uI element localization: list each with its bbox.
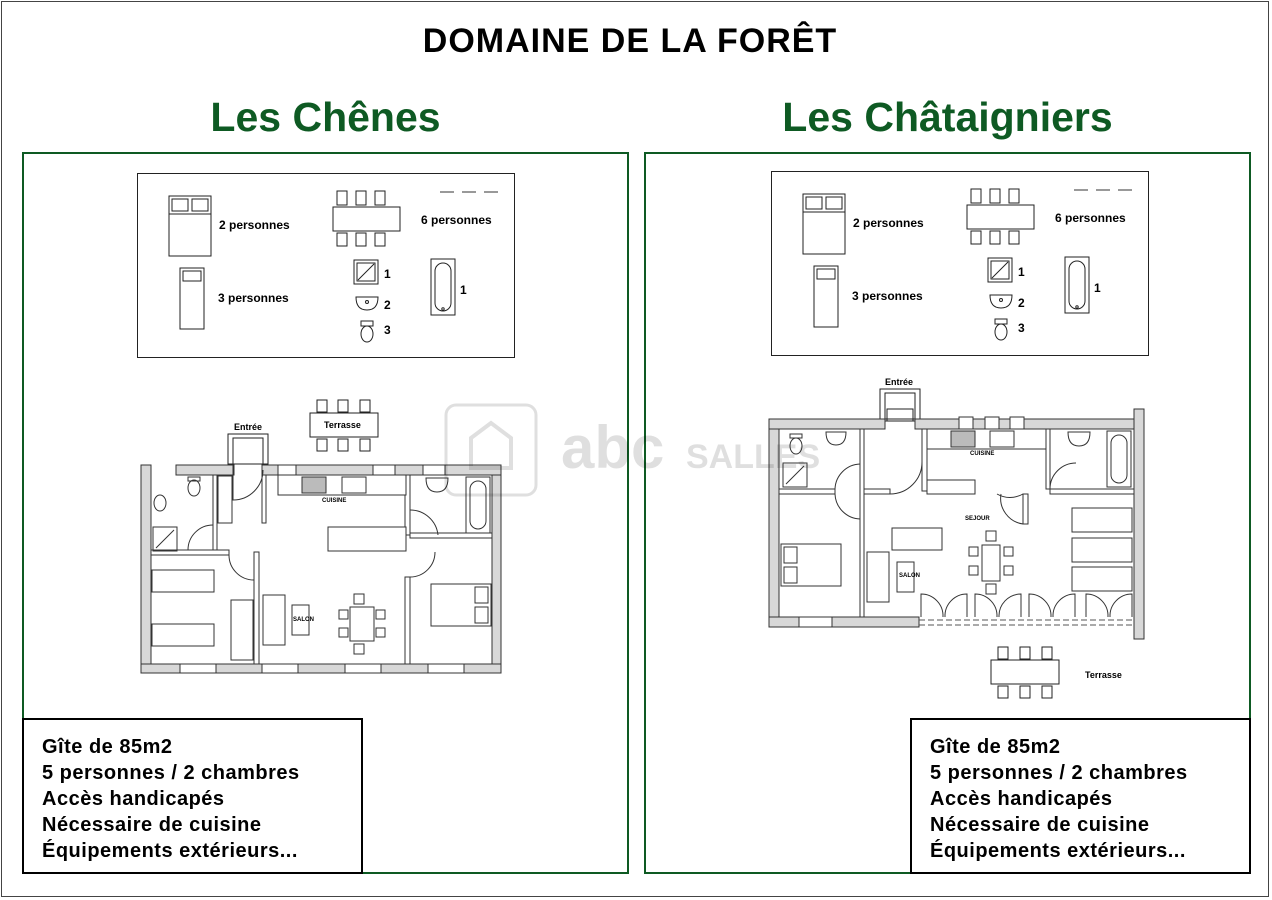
info-box-les-chataigniers bbox=[910, 718, 1251, 874]
living-room-furniture bbox=[867, 528, 1013, 602]
watermark bbox=[446, 403, 866, 498]
terrace-table-icon bbox=[991, 647, 1059, 698]
terrace-glass-line bbox=[919, 620, 1134, 625]
double-bed-icon bbox=[781, 544, 841, 586]
info-kitchen: Nécessaire de cuisine bbox=[42, 814, 262, 836]
legend-bath-count: 1 bbox=[1094, 281, 1101, 295]
info-kitchen: Nécessaire de cuisine bbox=[930, 814, 1150, 836]
label-kitchen: CUISINE bbox=[322, 498, 347, 504]
info-outdoor: Équipements extérieurs... bbox=[930, 840, 1186, 862]
legend-shower-count: 1 bbox=[384, 267, 391, 281]
label-terrace: Terrasse bbox=[324, 420, 361, 430]
label-entrance: Entrée bbox=[885, 377, 914, 387]
legend-table-label: 6 personnes bbox=[421, 213, 492, 227]
label-terrace: Terrasse bbox=[1085, 670, 1122, 680]
watermark-suffix: SALLES bbox=[686, 438, 821, 476]
legend-sink-count: 2 bbox=[384, 298, 391, 312]
legend-shower-count: 1 bbox=[1018, 265, 1025, 279]
house-title-les-chataigniers: Les Châtaigniers bbox=[782, 94, 1113, 140]
sink-icon bbox=[1068, 432, 1090, 446]
info-surface: Gîte de 85m2 bbox=[42, 736, 173, 758]
label-living-room: SALON bbox=[899, 573, 920, 579]
info-capacity: 5 personnes / 2 chambres bbox=[930, 762, 1188, 784]
label-kitchen: CUISINE bbox=[970, 451, 995, 457]
info-outdoor: Équipements extérieurs... bbox=[42, 840, 298, 862]
label-entrance: Entrée bbox=[234, 422, 263, 432]
legend-double-bed-label: 2 personnes bbox=[853, 216, 924, 230]
info-accessibility: Accès handicapés bbox=[930, 788, 1113, 810]
french-doors bbox=[921, 594, 1132, 617]
watermark-brand: abc bbox=[561, 414, 665, 481]
label-stay: SEJOUR bbox=[965, 516, 990, 522]
info-surface: Gîte de 85m2 bbox=[930, 736, 1061, 758]
info-capacity: 5 personnes / 2 chambres bbox=[42, 762, 300, 784]
legend-toilet-count: 3 bbox=[384, 323, 391, 337]
label-living-room: SALON bbox=[293, 617, 314, 623]
info-box-les-chenes bbox=[22, 718, 363, 874]
house-title-les-chenes: Les Chênes bbox=[210, 94, 441, 140]
legend-toilet-count: 3 bbox=[1018, 321, 1025, 335]
single-beds bbox=[1072, 508, 1132, 591]
legend-single-bed-label: 3 personnes bbox=[852, 289, 923, 303]
legend-bath-count: 1 bbox=[460, 283, 467, 297]
entrance-porch bbox=[880, 389, 920, 421]
page-title: DOMAINE DE LA FORÊT bbox=[422, 22, 838, 60]
kitchen-counter bbox=[927, 429, 1046, 494]
legend-table-label: 6 personnes bbox=[1055, 211, 1126, 225]
info-accessibility: Accès handicapés bbox=[42, 788, 225, 810]
bathtub-icon bbox=[1107, 431, 1131, 487]
legend-double-bed-label: 2 personnes bbox=[219, 218, 290, 232]
legend-single-bed-label: 3 personnes bbox=[218, 291, 289, 305]
legend-sink-count: 2 bbox=[1018, 296, 1025, 310]
